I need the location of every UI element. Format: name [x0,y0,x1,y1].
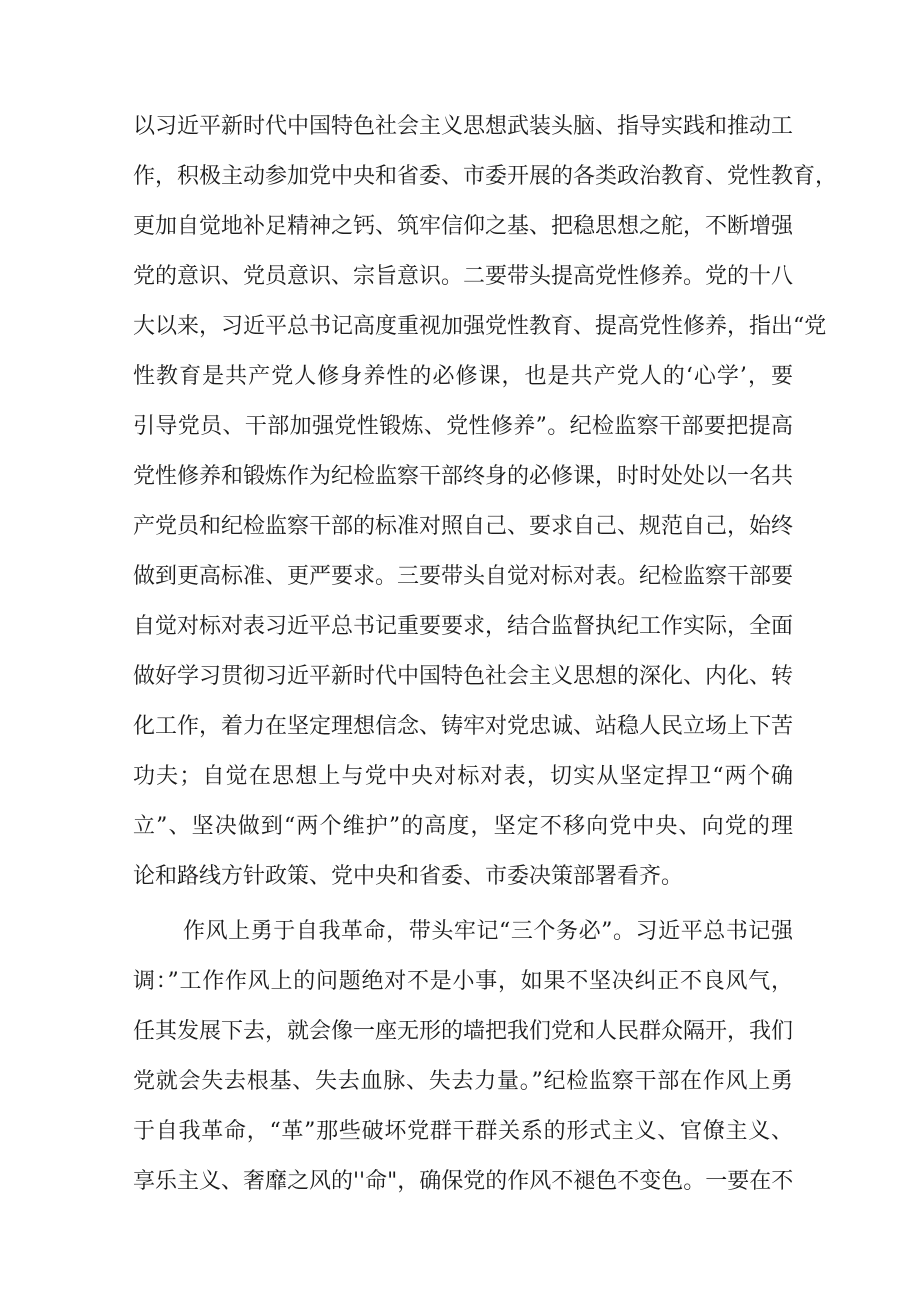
text-line: 引导党员、干部加强党性锻炼、党性修养”。纪检监察干部要把提高 [133,414,793,439]
text-line: 自觉对标对表习近平总书记重要要求，结合监督执纪工作实际，全面 [133,614,794,639]
text-line: 化工作，着力在坚定理想信念、铸牢对党忠诚、站稳人民立场上下苦 [133,714,794,739]
text-line: 功夫；自觉在思想上与党中央对标对表，切实从坚定捍卫“两个确 [133,764,793,789]
text-line: 调：”工作作风上的问题绝对不是小事，如果不坚决纠正不良风气， [133,969,793,994]
text-line: 做好学习贯彻习近平新时代中国特色社会主义思想的深化、内化、转 [133,664,794,689]
text-line: 更加自觉地补足精神之钙、筑牢信仰之基、把稳思想之舵，不断增强 [133,214,794,239]
text-line: 以习近平新时代中国特色社会主义思想武装头脑、指导实践和推动工 [133,114,794,139]
text-line: 任其发展下去，就会像一座无形的墙把我们党和人民群众隔开，我们 [133,1019,794,1044]
text-line: 立”、坚决做到“两个维护”的高度，坚定不移向党中央、向党的理 [133,814,793,839]
text-line: 性教育是共产党人修身养性的必修课，也是共产党人的‘心学’，要 [133,364,793,389]
text-line: 于自我革命，“革”那些破坏党群干群关系的形式主义、官僚主义、 [133,1119,793,1144]
text-line: 作，积极主动参加党中央和省委、市委开展的各类政治教育、党性教育， [133,164,838,189]
text-line: 做到更高标准、更严要求。三要带头自觉对标对表。纪检监察干部要 [133,564,794,589]
text-line: 产党员和纪检监察干部的标准对照自己、要求自己、规范自己，始终 [133,514,794,539]
text-line: 享乐主义、奢靡之风的''命"，确保党的作风不褪色不变色。一要在不 [133,1169,794,1194]
text-line: 大以来，习近平总书记高度重视加强党性教育、提高党性修养，指出“党 [133,314,827,339]
text-line: 党的意识、党员意识、宗旨意识。二要带头提高党性修养。党的十八 [133,264,794,289]
text-line: 作风上勇于自我革命，带头牢记“三个务必”。习近平总书记强 [183,919,793,944]
text-line: 党就会失去根基、失去血脉、失去力量。”纪检监察干部在作风上勇 [133,1069,793,1094]
text-line: 党性修养和锻炼作为纪检监察干部终身的必修课，时时处处以一名共 [133,464,794,489]
text-line: 论和路线方针政策、党中央和省委、市委决策部署看齐。 [133,864,684,889]
